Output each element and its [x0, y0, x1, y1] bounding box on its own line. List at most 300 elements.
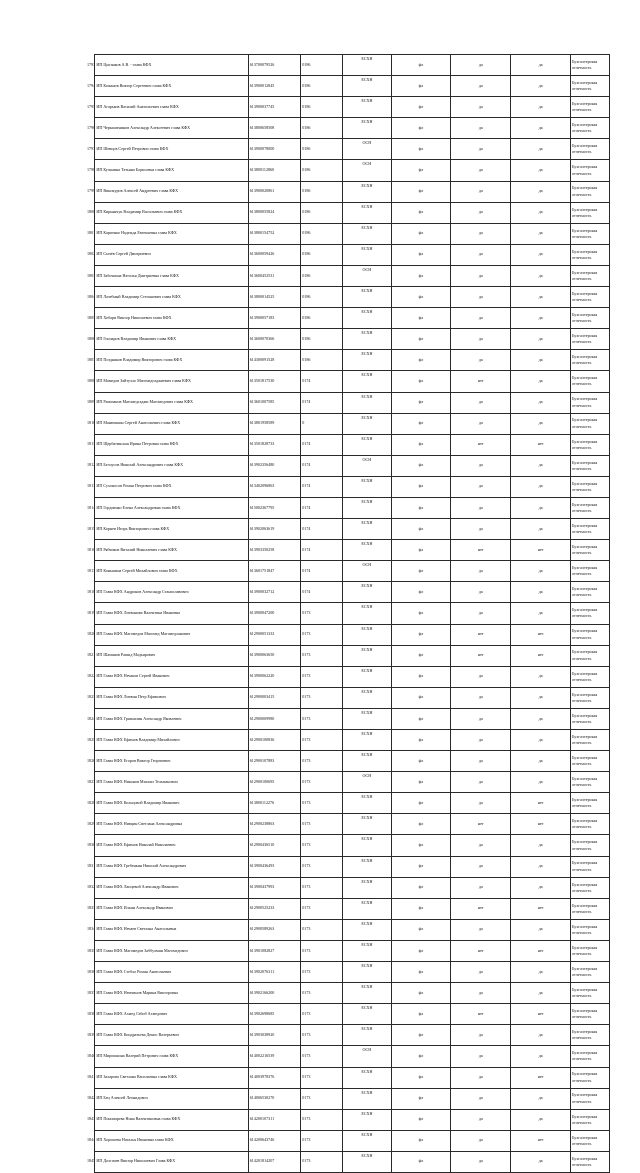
table-row — [86, 540, 610, 561]
tax-regime-cell: ЕСХН — [343, 371, 391, 392]
inn-number-cell: 613601007585 — [248, 392, 301, 413]
tax-regime-cell: ЕСХН — [343, 793, 391, 814]
entrepreneur-name-cell: ИП Сычёв Сергей Дмитриевич — [95, 244, 248, 265]
flag-b-cell: нет — [451, 371, 511, 392]
okved-code-cell: 0173 — [301, 856, 343, 877]
tax-regime-cell: ЕСХН — [343, 202, 391, 223]
inn-number-cell: 612900009980 — [248, 708, 301, 729]
tax-regime-cell: ОСН — [343, 455, 391, 476]
flag-c-cell: да — [511, 708, 571, 729]
okved-code-cell: 0186 — [301, 139, 343, 160]
entrepreneur-name-cell: ИП Мирошкина Валерий Петрович глава КФХ — [95, 1046, 248, 1067]
flag-c-cell: да — [511, 919, 571, 940]
person-type-cell: фл — [391, 856, 451, 877]
okved-code-cell: 0186 — [301, 160, 343, 181]
person-type-cell: фл — [391, 244, 451, 265]
inn-number-cell: 613900063650 — [248, 645, 301, 666]
row-number-cell: 1801 — [87, 230, 95, 236]
person-type-cell: фл — [391, 582, 451, 603]
report-type-cell: Бухгалтерская отчетность — [571, 645, 610, 666]
tax-regime-cell: ЕСХН — [343, 603, 391, 624]
table-row — [86, 287, 610, 308]
table-row — [86, 708, 610, 729]
entrepreneur-name-cell: ИП Долгачев Виктор Николаевич Глава КФХ — [95, 1151, 248, 1172]
inn-number-cell: 613600070366 — [248, 329, 301, 350]
okved-code-cell: 0173 — [301, 1109, 343, 1130]
person-type-cell: фл — [391, 497, 451, 518]
row-number-cell: 1826 — [87, 757, 95, 763]
flag-c-cell: да — [511, 181, 571, 202]
okved-code-cell: 0186 — [301, 181, 343, 202]
row-number-cell: 1823 — [87, 694, 95, 700]
flag-b-cell: нет — [451, 434, 511, 455]
okved-code-cell: 0186 — [301, 118, 343, 139]
person-type-cell: фл — [391, 371, 451, 392]
row-number-cell: 1831 — [87, 863, 95, 869]
table-row — [86, 856, 610, 877]
table-row — [86, 1109, 610, 1130]
flag-b-cell: да — [451, 350, 511, 371]
row-number-cell: 1807 — [87, 356, 95, 362]
row-number-cell: 1812 — [87, 462, 95, 468]
row-number-cell: 1809 — [87, 399, 95, 405]
flag-c-cell: да — [511, 371, 571, 392]
report-type-cell: Бухгалтерская отчетность — [571, 350, 610, 371]
table-row — [86, 265, 610, 286]
report-type-cell: Бухгалтерская отчетность — [571, 497, 610, 518]
person-type-cell: фл — [391, 919, 451, 940]
inn-number-cell: 613800154752 — [248, 223, 301, 244]
inn-number-cell: 613900436493 — [248, 856, 301, 877]
entrepreneur-name-cell: ИП Цыганков А.В. - глава КФХ — [95, 55, 248, 76]
flag-b-cell: да — [451, 561, 511, 582]
tax-regime-cell: ОСН — [343, 160, 391, 181]
report-type-cell: Бухгалтерская отчетность — [571, 835, 610, 856]
okved-code-cell: 0174 — [301, 497, 343, 518]
entrepreneur-name-cell: ИП Захарова Светлана Васильевна глава КФХ — [95, 1067, 248, 1088]
table-row — [86, 308, 610, 329]
row-number-cell: 1818 — [87, 588, 95, 594]
row-number-cell: 1794 — [87, 82, 95, 88]
flag-b-cell: да — [451, 835, 511, 856]
report-type-cell: Бухгалтерская отчетность — [571, 983, 610, 1004]
inn-number-cell: 613902076311 — [248, 962, 301, 983]
row-number-cell: 1841 — [87, 1074, 95, 1080]
inn-number-cell: 614003978376 — [248, 1067, 301, 1088]
entrepreneur-name-cell: ИП Глава КФХ Магомедов Заббулмин Магомедович — [95, 940, 248, 961]
okved-code-cell: 0186 — [301, 265, 343, 286]
person-type-cell: фл — [391, 940, 451, 961]
table-row — [86, 55, 610, 76]
entrepreneur-name-cell: ИП Поздняков Владимир Викторович глава КФХ — [95, 350, 248, 371]
okved-code-cell: 0186 — [301, 76, 343, 97]
entrepreneur-name-cell: ИП Глава КФХ Ефимов Николай Николаевич — [95, 835, 248, 856]
okved-code-cell: 0186 — [301, 223, 343, 244]
flag-b-cell: да — [451, 455, 511, 476]
row-number-cell: 1833 — [87, 905, 95, 911]
flag-c-cell: нет — [511, 434, 571, 455]
registry-table-body — [86, 55, 610, 1173]
inn-number-cell: 612900107883 — [248, 751, 301, 772]
tax-regime-cell: ЕСХН — [343, 624, 391, 645]
okved-code-cell: 0173 — [301, 730, 343, 751]
table-row — [86, 814, 610, 835]
okved-code-cell: 0173 — [301, 645, 343, 666]
inn-number-cell: 613800112276 — [248, 793, 301, 814]
person-type-cell: фл — [391, 202, 451, 223]
entrepreneur-name-cell: ИП Рамазанов Магомедгаджи Магомедович глава КФХ — [95, 392, 248, 413]
report-type-cell: Бухгалтерская отчетность — [571, 519, 610, 540]
person-type-cell: фл — [391, 476, 451, 497]
inn-number-cell: 613402096863 — [248, 476, 301, 497]
flag-c-cell: да — [511, 202, 571, 223]
flag-c-cell: нет — [511, 1067, 571, 1088]
entrepreneur-name-cell: ИП Глава КФХ Нечаев Светлана Анатольевна — [95, 919, 248, 940]
okved-code-cell: 0173 — [301, 898, 343, 919]
inn-number-cell: 614200643746 — [248, 1130, 301, 1151]
report-type-cell: Бухгалтерская отчетность — [571, 1151, 610, 1172]
row-number-cell: 1820 — [87, 631, 95, 637]
okved-code-cell: 0173 — [301, 877, 343, 898]
okved-code-cell: 0174 — [301, 455, 343, 476]
entrepreneur-name-cell: ИП Сухоносов Роман Петрович глава КФХ — [95, 476, 248, 497]
flag-c-cell: да — [511, 1109, 571, 1130]
entrepreneur-name-cell: ИП Винокуров Алексей Андреевич глава КФХ — [95, 181, 248, 202]
row-number-cell: 1824 — [87, 715, 95, 721]
entrepreneur-name-cell: ИП Коньшина Сергей Михайлович глава КФХ — [95, 561, 248, 582]
flag-c-cell: нет — [511, 814, 571, 835]
person-type-cell: фл — [391, 603, 451, 624]
person-type-cell: фл — [391, 1046, 451, 1067]
row-number-cell: 1800 — [87, 209, 95, 215]
tax-regime-cell: ЕСХН — [343, 1025, 391, 1046]
table-row — [86, 730, 610, 751]
row-number-cell: 1839 — [87, 1031, 95, 1037]
table-row — [86, 962, 610, 983]
tax-regime-cell: ЕСХН — [343, 476, 391, 497]
entrepreneur-name-cell: ИП Забочкина Наталья Дмитриевна глава КФХ — [95, 265, 248, 286]
row-number-cell: 1830 — [87, 842, 95, 848]
row-number-cell: 1836 — [87, 968, 95, 974]
report-type-cell: Бухгалтерская отчетность — [571, 962, 610, 983]
report-type-cell: Бухгалтерская отчетность — [571, 730, 610, 751]
entrepreneur-name-cell: ИП Глава КФХ Кольцовой Владимир Иванович — [95, 793, 248, 814]
okved-code-cell: 0173 — [301, 751, 343, 772]
row-number-cell: 1843 — [87, 1116, 95, 1122]
inn-number-cell: 613600059426 — [248, 244, 301, 265]
tax-regime-cell: ЕСХН — [343, 55, 391, 76]
report-type-cell: Бухгалтерская отчетность — [571, 181, 610, 202]
flag-c-cell: да — [511, 962, 571, 983]
row-number-cell: 1804 — [87, 293, 95, 299]
person-type-cell: фл — [391, 308, 451, 329]
report-type-cell: Бухгалтерская отчетность — [571, 287, 610, 308]
row-number-cell: 1806 — [87, 335, 95, 341]
report-type-cell: Бухгалтерская отчетность — [571, 1109, 610, 1130]
table-row — [86, 329, 610, 350]
inn-number-cell: 613501817530 — [248, 371, 301, 392]
flag-c-cell: нет — [511, 1130, 571, 1151]
flag-c-cell: да — [511, 265, 571, 286]
okved-code-cell: 0186 — [301, 329, 343, 350]
flag-b-cell: да — [451, 1088, 511, 1109]
person-type-cell: фл — [391, 1088, 451, 1109]
report-type-cell: Бухгалтерская отчетность — [571, 582, 610, 603]
inn-number-cell: 612900238863 — [248, 814, 301, 835]
tax-regime-cell: ЕСХН — [343, 1004, 391, 1025]
tax-regime-cell: ЕСХН — [343, 244, 391, 265]
okved-code-cell: 0174 — [301, 519, 343, 540]
tax-regime-cell: ЕСХН — [343, 1067, 391, 1088]
flag-b-cell: да — [451, 202, 511, 223]
tax-regime-cell: ЕСХН — [343, 1088, 391, 1109]
flag-c-cell: да — [511, 244, 571, 265]
registry-table — [86, 54, 610, 1173]
row-number-cell: 1803 — [87, 272, 95, 278]
entrepreneur-name-cell: ИП Глава КФХ Ефимов Владимир Михайлович — [95, 730, 248, 751]
row-number-cell: 1799 — [87, 188, 95, 194]
report-type-cell: Бухгалтерская отчетность — [571, 413, 610, 434]
entrepreneur-name-cell: ИП Глава КФХ Нечаков Сергей Иванович — [95, 666, 248, 687]
flag-c-cell: да — [511, 223, 571, 244]
report-type-cell: Бухгалтерская отчетность — [571, 55, 610, 76]
table-row — [86, 877, 610, 898]
flag-b-cell: да — [451, 772, 511, 793]
okved-code-cell: 0174 — [301, 582, 343, 603]
okved-code-cell: 0173 — [301, 624, 343, 645]
entrepreneur-name-cell: ИП Хорошева Наталья Ивановна глава КФХ — [95, 1130, 248, 1151]
flag-c-cell: нет — [511, 940, 571, 961]
entrepreneur-name-cell: ИП Рябчиков Виталий Николаевич глава КФХ — [95, 540, 248, 561]
tax-regime-cell: ЕСХН — [343, 708, 391, 729]
person-type-cell: фл — [391, 962, 451, 983]
row-number-cell: 1815 — [87, 525, 95, 531]
okved-code-cell: 0173 — [301, 835, 343, 856]
table-row — [86, 1046, 610, 1067]
row-number-cell: 1834 — [87, 926, 95, 932]
report-type-cell: Бухгалтерская отчетность — [571, 265, 610, 286]
flag-c-cell: да — [511, 55, 571, 76]
person-type-cell: фл — [391, 1004, 451, 1025]
inn-number-cell: 614002216539 — [248, 1046, 301, 1067]
entrepreneur-name-cell: ИП Глава КФХ Гребенкин Николай Александрович — [95, 856, 248, 877]
flag-b-cell: да — [451, 1109, 511, 1130]
inn-number-cell: 613800112860 — [248, 160, 301, 181]
report-type-cell: Бухгалтерская отчетность — [571, 898, 610, 919]
row-number-cell: 1837 — [87, 989, 95, 995]
inn-number-cell: 613800055824 — [248, 202, 301, 223]
entrepreneur-name-cell: ИП Кирьянчук Владимир Васильевич глава КФХ — [95, 202, 248, 223]
inn-number-cell: 613902166200 — [248, 983, 301, 1004]
flag-b-cell: да — [451, 265, 511, 286]
entrepreneur-name-cell: ИП Глава КФХ Егоров Виктор Георгиевич — [95, 751, 248, 772]
okved-code-cell: 0173 — [301, 772, 343, 793]
flag-b-cell: да — [451, 97, 511, 118]
entrepreneur-name-cell: ИП Хобари Виктор Николаевич глава КФХ — [95, 308, 248, 329]
tax-regime-cell: ЕСХН — [343, 392, 391, 413]
okved-code-cell: 0186 — [301, 308, 343, 329]
person-type-cell: фл — [391, 708, 451, 729]
person-type-cell: фл — [391, 751, 451, 772]
report-type-cell: Бухгалтерская отчетность — [571, 455, 610, 476]
tax-regime-cell: ОСН — [343, 1046, 391, 1067]
okved-code-cell: 0173 — [301, 708, 343, 729]
flag-b-cell: да — [451, 1067, 511, 1088]
report-type-cell: Бухгалтерская отчетность — [571, 139, 610, 160]
table-row — [86, 118, 610, 139]
okved-code-cell: 0174 — [301, 371, 343, 392]
entrepreneur-name-cell: ИП Щербатинская Ирина Петровна глава КФХ — [95, 434, 248, 455]
person-type-cell: фл — [391, 160, 451, 181]
table-row — [86, 1067, 610, 1088]
flag-c-cell: да — [511, 118, 571, 139]
report-type-cell: Бухгалтерская отчетность — [571, 940, 610, 961]
flag-b-cell: да — [451, 118, 511, 139]
okved-code-cell: 0174 — [301, 392, 343, 413]
person-type-cell: фл — [391, 687, 451, 708]
table-row — [86, 202, 610, 223]
okved-code-cell: 0173 — [301, 687, 343, 708]
okved-code-cell: 0173 — [301, 1067, 343, 1088]
entrepreneur-name-cell: ИП Глава КФХ Кондратьева Денис Валерьевич — [95, 1025, 248, 1046]
row-number-cell: 1828 — [87, 799, 95, 805]
inn-number-cell: 613901082827 — [248, 940, 301, 961]
tax-regime-cell: ЕСХН — [343, 835, 391, 856]
row-number-cell: 1829 — [87, 820, 95, 826]
table-row — [86, 519, 610, 540]
person-type-cell: фл — [391, 139, 451, 160]
tax-regime-cell: ЕСХН — [343, 97, 391, 118]
report-type-cell: Бухгалтерская отчетность — [571, 624, 610, 645]
table-row — [86, 76, 610, 97]
table-row — [86, 772, 610, 793]
tax-regime-cell: ЕСХН — [343, 814, 391, 835]
inn-number-cell: 613902698685 — [248, 1004, 301, 1025]
tax-regime-cell: ЕСХН — [343, 308, 391, 329]
flag-b-cell: да — [451, 919, 511, 940]
table-row — [86, 940, 610, 961]
okved-code-cell: 0173 — [301, 940, 343, 961]
person-type-cell: фл — [391, 97, 451, 118]
flag-b-cell: да — [451, 877, 511, 898]
flag-c-cell: нет — [511, 898, 571, 919]
person-type-cell: фл — [391, 287, 451, 308]
flag-b-cell: нет — [451, 940, 511, 961]
okved-code-cell: 0174 — [301, 434, 343, 455]
report-type-cell: Бухгалтерская отчетность — [571, 687, 610, 708]
inn-number-cell: 614200107311 — [248, 1109, 301, 1130]
row-number-cell: 1811 — [87, 441, 95, 447]
flag-c-cell: да — [511, 308, 571, 329]
okved-code-cell: 0173 — [301, 919, 343, 940]
flag-c-cell: да — [511, 751, 571, 772]
tax-regime-cell: ЕСХН — [343, 1130, 391, 1151]
inn-number-cell: 613801958589 — [248, 413, 301, 434]
table-row — [86, 1025, 610, 1046]
row-number-cell: 1842 — [87, 1095, 95, 1101]
flag-b-cell: да — [451, 962, 511, 983]
person-type-cell: фл — [391, 1151, 451, 1172]
inn-number-cell: 614201814207 — [248, 1151, 301, 1172]
flag-b-cell: да — [451, 1130, 511, 1151]
report-type-cell: Бухгалтерская отчетность — [571, 392, 610, 413]
inn-number-cell: 613900437993 — [248, 877, 301, 898]
entrepreneur-name-cell: ИП Манюшкин Сергей Анатольевич глава КФХ — [95, 413, 248, 434]
okved-code-cell: 0186 — [301, 244, 343, 265]
person-type-cell: фл — [391, 1025, 451, 1046]
report-type-cell: Бухгалтерская отчетность — [571, 1130, 610, 1151]
flag-c-cell: нет — [511, 624, 571, 645]
tax-regime-cell: ЕСХН — [343, 181, 391, 202]
flag-c-cell: да — [511, 76, 571, 97]
inn-number-cell: 613900062220 — [248, 666, 301, 687]
okved-code-cell: 0173 — [301, 1151, 343, 1172]
okved-code-cell: 0186 — [301, 287, 343, 308]
row-number-cell: 1844 — [87, 1137, 95, 1143]
flag-b-cell: да — [451, 160, 511, 181]
tax-regime-cell: ОСН — [343, 772, 391, 793]
table-row — [86, 582, 610, 603]
tax-regime-cell: ЕСХН — [343, 877, 391, 898]
okved-code-cell: 0174 — [301, 476, 343, 497]
table-row — [86, 666, 610, 687]
inn-number-cell: 613900078000 — [248, 139, 301, 160]
flag-c-cell: да — [511, 497, 571, 518]
person-type-cell: фл — [391, 329, 451, 350]
flag-b-cell: да — [451, 76, 511, 97]
table-row — [86, 413, 610, 434]
row-number-cell: 1796 — [87, 124, 95, 130]
row-number-cell: 1802 — [87, 251, 95, 257]
flag-b-cell: да — [451, 603, 511, 624]
person-type-cell: фл — [391, 392, 451, 413]
entrepreneur-name-cell: ИП Кузьмина Татьяна Борисовна глава КФХ — [95, 160, 248, 181]
tax-regime-cell: ЕСХН — [343, 1109, 391, 1130]
report-type-cell: Бухгалтерская отчетность — [571, 329, 610, 350]
report-type-cell: Бухгалтерская отчетность — [571, 856, 610, 877]
inn-number-cell: 613902356480 — [248, 455, 301, 476]
entrepreneur-name-cell: ИП Гордиенко Елена Александровна глава КФХ — [95, 497, 248, 518]
report-type-cell: Бухгалтерская отчетность — [571, 603, 610, 624]
entrepreneur-name-cell: ИП Глава КФХ Грязнилин Александр Яковлевич — [95, 708, 248, 729]
tax-regime-cell: ЕСХН — [343, 519, 391, 540]
table-row — [86, 244, 610, 265]
report-type-cell: Бухгалтерская отчетность — [571, 118, 610, 139]
inn-number-cell: 613800014525 — [248, 287, 301, 308]
table-row — [86, 223, 610, 244]
okved-code-cell: 0174 — [301, 540, 343, 561]
tax-regime-cell: ЕСХН — [343, 350, 391, 371]
flag-c-cell: да — [511, 877, 571, 898]
table-row — [86, 561, 610, 582]
entrepreneur-name-cell: ИП Карпенко Надежда Евгеньевна глава КФХ — [95, 223, 248, 244]
report-type-cell: Бухгалтерская отчетность — [571, 1046, 610, 1067]
inn-number-cell: 613903350258 — [248, 540, 301, 561]
flag-c-cell: нет — [511, 793, 571, 814]
row-number-cell: 1817 — [87, 567, 95, 573]
entrepreneur-name-cell: ИП Гончаров Владимир Иванович глава КФХ — [95, 329, 248, 350]
flag-c-cell: да — [511, 160, 571, 181]
person-type-cell: фл — [391, 730, 451, 751]
table-row — [86, 898, 610, 919]
table-row — [86, 1004, 610, 1025]
inn-number-cell: 613501828733 — [248, 434, 301, 455]
report-type-cell: Бухгалтерская отчетность — [571, 160, 610, 181]
entrepreneur-name-cell: ИП Глава КФХ Магомедов Магомед Магомедханович — [95, 624, 248, 645]
tax-regime-cell: ОСН — [343, 561, 391, 582]
flag-b-cell: да — [451, 730, 511, 751]
inn-number-cell: 613900032712 — [248, 582, 301, 603]
